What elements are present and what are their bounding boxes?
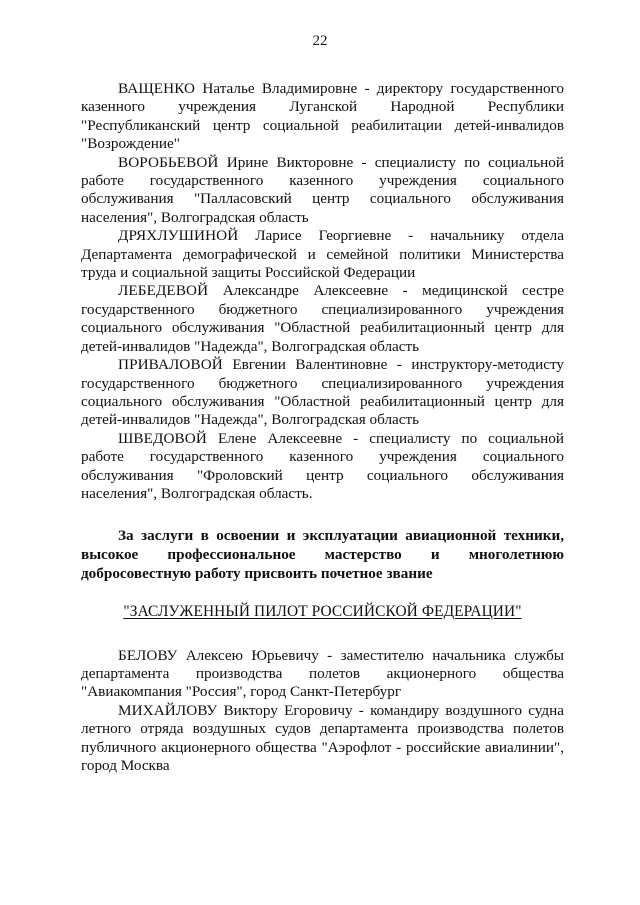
- award-title: [81, 603, 564, 621]
- entry-lebedeva: [81, 282, 564, 356]
- entry-text: Ирине Викторовне - специалисту по социальной работе государственного казенного учреждения социального обслуживания "Палласовский центр социального обслуживания населения", Волгоградская область: [81, 153, 564, 226]
- entry-text: Виктору Егоровичу - командиру воздушного судна летного отряда воздушных судов департамента производства полетов публичного акционерного общества "Аэрофлот - российские авиалинии", город Москва: [81, 701, 565, 774]
- entry-mikhaylov: [81, 702, 564, 776]
- entry-surname: МИХАЙЛОВУ: [118, 701, 218, 719]
- document-body: [81, 80, 564, 775]
- entry-surname: БЕЛОВУ: [118, 646, 178, 664]
- entry-surname: ПРИВАЛОВОЙ: [118, 356, 223, 374]
- entry-text: Елене Алексеевне - специалисту по социальной работе государственного казенного учреждения социального обслуживания "Фроловский центр социального обслуживания населения", Волгоградская область.: [81, 429, 564, 502]
- entry-dryakhlushina: [81, 227, 564, 282]
- entry-text: Евгении Валентиновне - инструктору-методисту государственного бюджетного специализированного учреждения социального обслуживания "Областной реабилитационный центр для детей-инвалидов "Надежда", Волгоградская область: [81, 356, 564, 429]
- entry-vorobyeva: [81, 154, 564, 228]
- entry-text: Александре Алексеевне - медицинской сестре государственного бюджетного специализированного учреждения социального обслуживания "Областной реабилитационный центр для детей-инвалидов "Надежда", Волгоградская область: [81, 282, 565, 355]
- page-number: 22: [312, 33, 328, 49]
- decree-text: За заслуги в освоении и эксплуатации авиационной техники, высокое профессиональное мастерство и многолетнюю добросовестную работу присвоить почетное звание: [81, 527, 564, 582]
- entry-text: Ларисе Георгиевне - начальнику отдела Департамента демографической и семейной политики Министерства труда и социальной защиты Российской Федерации: [81, 227, 564, 282]
- entry-surname: ВОРОБЬЕВОЙ: [118, 153, 219, 171]
- entry-privalova: [81, 356, 564, 430]
- entry-surname: ЛЕБЕДЕВОЙ: [118, 282, 209, 300]
- entry-shvedova: [81, 430, 564, 504]
- award-title-text: "ЗАСЛУЖЕННЫЙ ПИЛОТ РОССИЙСКОЙ ФЕДЕРАЦИИ": [123, 603, 522, 621]
- entry-surname: ВАЩЕНКО: [118, 80, 196, 97]
- entry-surname: ДРЯХЛУШИНОЙ: [118, 227, 239, 245]
- entry-surname: ШВЕДОВОЙ: [118, 429, 207, 447]
- entry-vashchenko: [81, 80, 564, 154]
- entry-text: Наталье Владимировне - директору государственного казенного учреждения Луганской Народной Республики "Республиканский центр социальной реабилитации детей-инвалидов "Возрождение": [81, 80, 564, 153]
- entry-text: Алексею Юрьевичу - заместителю начальника службы департамента производства полетов акционерного общества "Авиакомпания "Россия", город Санкт-Петербург: [81, 646, 565, 701]
- entry-belov: [81, 647, 564, 702]
